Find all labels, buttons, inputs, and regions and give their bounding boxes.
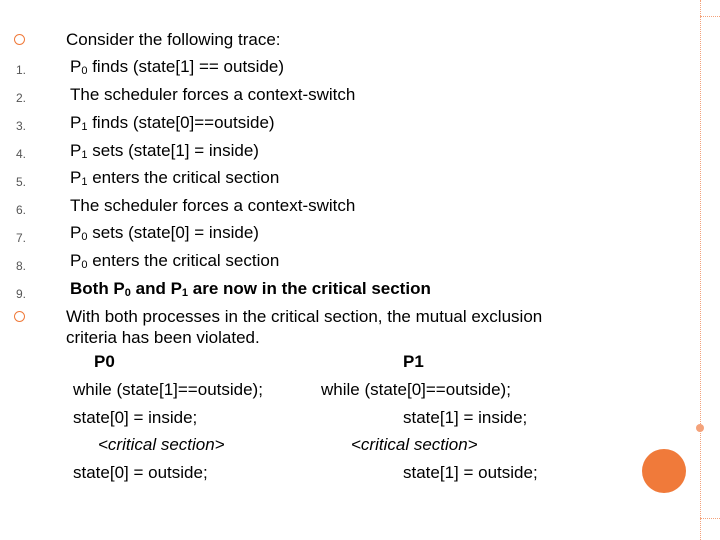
step-5: $P_1$ enters the critical section [70,168,280,188]
decorative-dot-small [696,424,704,432]
p1-code-line: <critical section> [351,435,478,454]
step-4: $P_1$ sets (state[1] = inside) [70,141,259,161]
step-number: 4. [16,147,27,161]
p1-code-line: state[1] = outside; [403,463,538,482]
p1-header: P1 [403,352,424,371]
bullet-icon [14,34,25,45]
step-3: $P_1$ finds (state[0]==outside) [70,113,275,133]
p0-code-line: while (state[1]==outside); [73,380,263,399]
p1-code-line: state[1] = inside; [403,408,528,427]
conclusion-line-1: With both processes in the critical section, the mutual exclusion [66,307,543,326]
step-number: 6. [16,203,27,217]
step-2: The scheduler forces a context-switch [70,85,356,104]
step-number: 2. [16,91,27,105]
step-9: Both $P_0$ and $P_1$ are now in the critical section [70,279,431,299]
step-number: 7. [16,231,27,245]
decorative-dot-large [642,449,686,493]
decorative-frame-line [700,0,701,540]
conclusion-line-2: criteria has been violated. [66,328,260,347]
intro-text: Consider the following trace: [66,30,281,49]
decorative-frame-line [700,518,720,519]
bullet-icon [14,311,25,322]
p0-code-line: state[0] = outside; [73,463,208,482]
p1-code-line: while (state[0]==outside); [321,380,511,399]
p0-header: P0 [94,352,115,371]
step-1: $P_0$ finds (state[1] == outside) [70,57,285,77]
step-6: The scheduler forces a context-switch [70,196,356,215]
p0-code-line: state[0] = inside; [73,408,198,427]
step-number: 1. [16,63,27,77]
step-7: $P_0$ sets (state[0] = inside) [70,223,259,243]
decorative-frame-line [700,16,720,17]
step-number: 3. [16,119,27,133]
step-number: 5. [16,175,27,189]
p0-code-line: <critical section> [98,435,225,454]
step-8: $P_0$ enters the critical section [70,251,280,271]
step-number: 9. [16,287,27,301]
step-number: 8. [16,259,27,273]
